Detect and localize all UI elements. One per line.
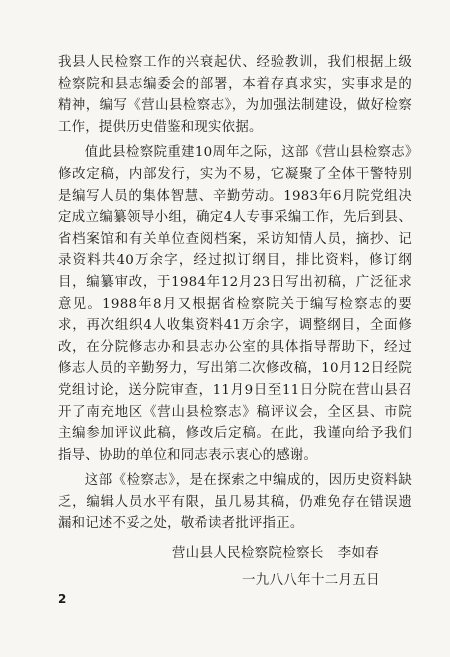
paragraph-2: 值此县检察院重建10周年之际，这部《营山县检察志》修改定稿，内部发行，实为不易，它凝聚了全体干警特别是编写人员的集体智慧、辛勤劳动。1983年6月院党组决定成立编纂领导小组，确定4人专事采编工作，先后到县、省档案馆和有关单位查阅档案，采访知情人员，摘抄、记录资料共40万余字，经过拟订纲目，排比资料，修订纲目，编纂审改，于1984年12月23日写出初稿，广泛征求意见。1988年8月又根据省检察院关于编写检察志的要求，再次组织4人收集资料41万余字，调整纲目，全面修改，在分院修志办和县志办公室的具体指导帮助下，经过修志人员的辛勤努力，写出第二次修改稿，10月12日经院党组讨论，送分院审查，11月9日至11日分院在营山县召开了南充地区《营山县检察志》稿评议会，全区县、市院主编参加评议此稿，修改后定稿。在此，我谨向给予我们指导、协助的单位和同志表示衷心的感谢。 xyxy=(58,145,412,463)
signature-line xyxy=(172,542,379,561)
signature-name: 李如春 xyxy=(337,546,380,561)
paragraph-1: 我县人民检察工作的兴衰起伏、经验教训，我们根据上级检察院和县志编委会的部署，本着存真求实，实事求是的精神，编写《营山县检察志》，为加强法制建设，做好检察工作，提供历史借鉴和现实依据。 xyxy=(58,55,412,135)
document-date: 一九八八年十二月五日 xyxy=(242,573,380,588)
paragraph-3: 这部《检察志》，是在探索之中编成的，因历史资料缺乏，编辑人员水平有限，虽几易其稿，仍难免存在错误遗漏和记述不妥之处，敬希读者批评指正。 xyxy=(58,473,412,532)
body-text xyxy=(58,52,412,539)
signature-organization: 营山县人民检察院检察长 xyxy=(172,546,324,561)
page-number: 2 xyxy=(58,592,67,606)
